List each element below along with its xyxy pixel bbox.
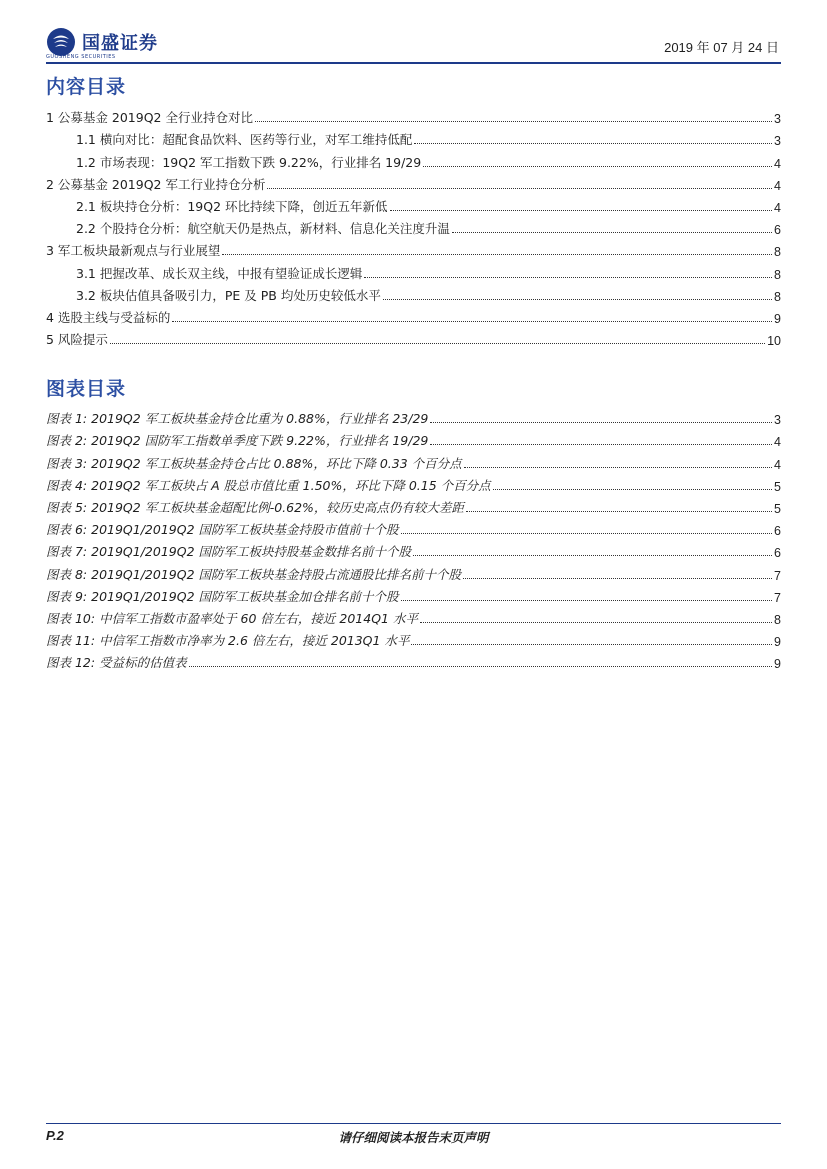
dot-leader <box>222 254 772 255</box>
toc-entry[interactable] <box>46 326 781 348</box>
dot-leader <box>420 622 772 623</box>
dot-leader <box>414 143 772 144</box>
toc-entry-text: 5 风险提示 <box>46 332 108 348</box>
dot-leader <box>110 343 765 344</box>
dot-leader <box>463 578 772 579</box>
toc-entry-page: 9 <box>774 311 781 326</box>
figure-entry-text: 图表 3: 2019Q2 军工板块基金持仓占比 0.88%，环比下降 0.33 个百分点 <box>46 455 462 471</box>
report-date: 2019 年 07 月 24 日 <box>664 40 779 55</box>
dot-leader <box>401 600 773 601</box>
figure-entry[interactable] <box>46 538 781 560</box>
figure-entry-text: 图表 12: 受益标的估值表 <box>46 655 187 671</box>
figure-entry[interactable] <box>46 516 781 538</box>
footer-divider <box>46 1123 781 1124</box>
figure-entry[interactable] <box>46 449 781 471</box>
figure-entry[interactable] <box>46 472 781 494</box>
toc-entry-page: 3 <box>774 134 781 149</box>
figure-entry-page: 7 <box>774 568 781 583</box>
toc-entry-page: 10 <box>767 334 781 349</box>
figure-entry-text: 图表 11: 中信军工指数市净率为 2.6 倍左右，接近 2013Q1 水平 <box>46 633 410 649</box>
dot-leader <box>413 555 772 556</box>
figure-entry[interactable] <box>46 605 781 627</box>
page-number: P.2 <box>46 1128 64 1143</box>
figure-list <box>46 405 781 671</box>
toc-entry-text: 1.1 横向对比：超配食品饮料、医药等行业，对军工维持低配 <box>76 132 413 148</box>
figure-entry[interactable] <box>46 560 781 582</box>
figure-entry[interactable] <box>46 627 781 649</box>
dot-leader <box>430 444 772 445</box>
figure-entry-page: 5 <box>774 479 781 494</box>
toc-entry-text: 4 选股主线与受益标的 <box>46 309 171 325</box>
toc-entry-text: 2.2 个股持仓分析：航空航天仍是热点，新材料、信息化关注度升温 <box>76 221 450 237</box>
dot-leader <box>189 666 772 667</box>
figure-entry-text: 图表 5: 2019Q2 军工板块基金超配比例-0.62%，较历史高点仍有较大差距 <box>46 499 464 515</box>
toc-entry[interactable] <box>46 171 781 193</box>
figure-entry-text: 图表 2: 2019Q2 国防军工指数单季度下跌 9.22%，行业排名 19/29 <box>46 433 429 449</box>
toc-entry-page: 8 <box>774 289 781 304</box>
dot-leader <box>401 533 773 534</box>
dot-leader <box>493 489 772 490</box>
figure-entry-text: 图表 6: 2019Q1/2019Q2 国防军工板块基金持股市值前十个股 <box>46 522 399 538</box>
dot-leader <box>383 299 772 300</box>
dot-leader <box>423 166 772 167</box>
figure-entry-page: 5 <box>774 501 781 516</box>
toc-entry-text: 2.1 板块持仓分析：19Q2 环比持续下降，创近五年新低 <box>76 198 388 214</box>
figure-entry-page: 6 <box>774 546 781 561</box>
toc-entry[interactable] <box>46 215 781 237</box>
figure-entry-page: 4 <box>774 435 781 450</box>
figure-entry-text: 图表 8: 2019Q1/2019Q2 国防军工板块基金持股占流通股比排名前十个股 <box>46 566 462 582</box>
figure-entry-page: 8 <box>774 612 781 627</box>
toc-entry[interactable] <box>46 282 781 304</box>
dot-leader <box>452 232 772 233</box>
figure-entry-page: 4 <box>774 457 781 472</box>
dot-leader <box>390 210 773 211</box>
dot-leader <box>466 511 772 512</box>
figure-entry-page: 9 <box>774 657 781 672</box>
toc-entry-page: 4 <box>774 178 781 193</box>
toc-entry-text: 3 军工板块最新观点与行业展望 <box>46 243 221 259</box>
toc-entry[interactable] <box>46 304 781 326</box>
toc-entry-text: 2 公募基金 2019Q2 军工行业持仓分析 <box>46 176 266 192</box>
figure-entry-page: 9 <box>774 635 781 650</box>
figure-entry[interactable] <box>46 583 781 605</box>
page-header <box>46 24 781 62</box>
figure-entry-page: 6 <box>774 524 781 539</box>
dot-leader <box>411 644 772 645</box>
toc-entry[interactable] <box>46 126 781 148</box>
toc-entry-page: 4 <box>774 156 781 171</box>
dot-leader <box>364 277 772 278</box>
figure-entry-text: 图表 7: 2019Q1/2019Q2 国防军工板块持股基金数排名前十个股 <box>46 544 412 560</box>
figure-entry[interactable] <box>46 427 781 449</box>
figure-entry-text: 图表 10: 中信军工指数市盈率处于 60 倍左右，接近 2014Q1 水平 <box>46 610 418 626</box>
toc-entry[interactable] <box>46 148 781 170</box>
figure-entry-page: 3 <box>774 413 781 428</box>
toc-entry-text: 3.1 把握改革、成长双主线，中报有望验证成长逻辑 <box>76 265 363 281</box>
figure-entry[interactable] <box>46 649 781 671</box>
toc-entry-page: 4 <box>774 200 781 215</box>
toc-entry[interactable] <box>46 104 781 126</box>
dot-leader <box>172 321 772 322</box>
toc-entry[interactable] <box>46 237 781 259</box>
toc-entry[interactable] <box>46 259 781 281</box>
disclaimer-note: 请仔细阅读本报告末页声明 <box>338 1130 489 1145</box>
toc-list <box>46 104 781 348</box>
guosheng-logo-icon <box>46 27 76 57</box>
toc-entry-text: 1 公募基金 2019Q2 全行业持仓对比 <box>46 110 253 126</box>
dot-leader <box>255 121 772 122</box>
toc-entry-page: 6 <box>774 223 781 238</box>
figure-entry-text: 图表 9: 2019Q1/2019Q2 国防军工板块基金加仓排名前十个股 <box>46 588 399 604</box>
header-divider <box>46 62 781 64</box>
toc-entry-text: 1.2 市场表现：19Q2 军工指数下跌 9.22%，行业排名 19/29 <box>76 154 422 170</box>
dot-leader <box>430 422 772 423</box>
brand-subtitle: GUOSHENG SECURITIES <box>46 54 116 60</box>
toc-title: 内容目录 <box>46 76 127 98</box>
toc-entry-page: 3 <box>774 112 781 127</box>
figures-title: 图表目录 <box>46 378 127 400</box>
toc-entry[interactable] <box>46 193 781 215</box>
figure-entry-text: 图表 1: 2019Q2 军工板块基金持仓比重为 0.88%，行业排名 23/29 <box>46 411 429 427</box>
dot-leader <box>464 467 772 468</box>
toc-entry-page: 8 <box>774 267 781 282</box>
brand-name: 国盛证券 <box>82 33 158 54</box>
figure-entry[interactable] <box>46 405 781 427</box>
toc-entry-page: 8 <box>774 245 781 260</box>
dot-leader <box>267 188 772 189</box>
figure-entry-text: 图表 4: 2019Q2 军工板块占 A 股总市值比重 1.50%，环比下降 0.15 个百分点 <box>46 477 491 493</box>
figure-entry[interactable] <box>46 494 781 516</box>
figure-entry-page: 7 <box>774 590 781 605</box>
toc-entry-text: 3.2 板块估值具备吸引力，PE 及 PB 均处历史较低水平 <box>76 287 381 303</box>
